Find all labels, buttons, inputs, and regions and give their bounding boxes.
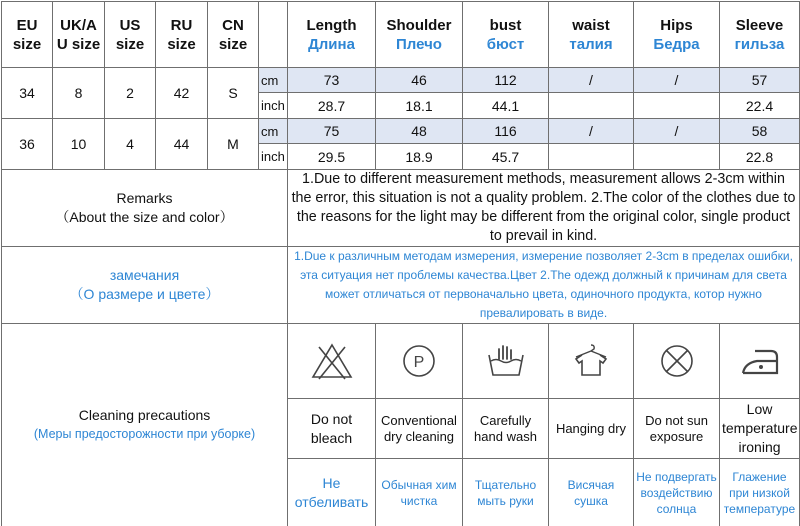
header-us-size: US size [105, 2, 156, 68]
no-bleach-ru-label: Не отбеливать [288, 459, 376, 526]
size-uk-value: 10 [53, 119, 105, 170]
table-row [2, 68, 800, 93]
bust-value: 44.1 [463, 93, 549, 119]
hang-dry-ru-label: Висячая сушка [549, 459, 634, 526]
size-uk-value: 8 [53, 68, 105, 119]
size-ru-value: 42 [156, 68, 208, 119]
unit-label: inch [259, 144, 288, 170]
hang-dry-label: Hanging dry [549, 399, 634, 459]
sleeve-value: 22.4 [720, 93, 800, 119]
header-shoulder: Shoulder Плечо [376, 2, 463, 68]
cleaning-icons-row [2, 324, 800, 399]
size-chart-table [1, 1, 800, 526]
shoulder-value: 18.1 [376, 93, 463, 119]
header-sleeve: Sleeve гильза [720, 2, 800, 68]
header-waist: waist талия [549, 2, 634, 68]
hips-value: / [634, 68, 720, 93]
unit-label: cm [259, 68, 288, 93]
size-eu-value: 34 [2, 68, 53, 119]
unit-label: cm [259, 119, 288, 144]
size-cn-value: M [208, 119, 259, 170]
hips-value [634, 144, 720, 170]
remarks-row [2, 170, 800, 247]
header-unit-blank [259, 2, 288, 68]
size-cn-value: S [208, 68, 259, 119]
waist-value [549, 93, 634, 119]
waist-value: / [549, 119, 634, 144]
hand-wash-label: Carefully hand wash [463, 399, 549, 459]
length-value: 29.5 [288, 144, 376, 170]
waist-value [549, 144, 634, 170]
bust-value: 116 [463, 119, 549, 144]
remarks-text: 1.Due to different measurement methods, measurement allows 2-3cm within the error, this situation is not a quality problem. 2.The color of the clothes due to the reasons for the light may be different from the original color, single product to prevail in kind. [288, 170, 800, 247]
size-eu-value: 36 [2, 119, 53, 170]
cleaning-label: Cleaning precautions (Меры предосторожности при уборке) [2, 324, 288, 526]
header-bust: bust бюст [463, 2, 549, 68]
waist-value: / [549, 68, 634, 93]
no-sun-ru-label: Не подвергать воздействию солнца [634, 459, 720, 526]
remarks-ru-label: замечания （О размере и цвете） [2, 247, 288, 324]
dry-clean-icon [376, 324, 463, 399]
remarks-label: Remarks （About the size and color） [2, 170, 288, 247]
hips-value: / [634, 119, 720, 144]
hand-wash-ru-label: Тщательно мыть руки [463, 459, 549, 526]
header-cn-size: CN size [208, 2, 259, 68]
sleeve-value: 22.8 [720, 144, 800, 170]
hand-wash-icon [463, 324, 549, 399]
dry-clean-ru-label: Обычная хим чистка [376, 459, 463, 526]
shoulder-value: 46 [376, 68, 463, 93]
shoulder-value: 48 [376, 119, 463, 144]
low-iron-ru-label: Глажение при низкой температуре [720, 459, 800, 526]
header-hips: Hips Бедра [634, 2, 720, 68]
low-iron-label: Low temperature ironing [720, 399, 800, 459]
size-us-value: 2 [105, 68, 156, 119]
low-iron-icon [720, 324, 800, 399]
shoulder-value: 18.9 [376, 144, 463, 170]
remarks-ru-text: 1.Due к различным методам измерения, измерение позволяет 2-3cm в пределах ошибки, эта ситуация нет проблемы качества.Цвет 2.The одежд должный к причинам для света может отличаться от первоначально цвета, одиночного продукта, котор нужно превалировать в виде. [288, 247, 800, 324]
sleeve-value: 58 [720, 119, 800, 144]
length-value: 75 [288, 119, 376, 144]
length-value: 73 [288, 68, 376, 93]
sleeve-value: 57 [720, 68, 800, 93]
no-bleach-label: Do not bleach [288, 399, 376, 459]
unit-label: inch [259, 93, 288, 119]
no-bleach-icon [288, 324, 376, 399]
remarks-ru-row [2, 247, 800, 324]
header-eu-size: EU size [2, 2, 53, 68]
dry-clean-label: Conventional dry cleaning [376, 399, 463, 459]
header-ru-size: RU size [156, 2, 208, 68]
size-ru-value: 44 [156, 119, 208, 170]
no-sun-label: Do not sun exposure [634, 399, 720, 459]
size-us-value: 4 [105, 119, 156, 170]
hips-value [634, 93, 720, 119]
header-length: Length Длина [288, 2, 376, 68]
bust-value: 112 [463, 68, 549, 93]
svg-text:P: P [413, 354, 425, 371]
header-row [2, 2, 800, 68]
bust-value: 45.7 [463, 144, 549, 170]
length-value: 28.7 [288, 93, 376, 119]
table-row [2, 119, 800, 144]
header-uk-size: UK/A U size [53, 2, 105, 68]
hang-dry-icon [549, 324, 634, 399]
no-sun-icon [634, 324, 720, 399]
